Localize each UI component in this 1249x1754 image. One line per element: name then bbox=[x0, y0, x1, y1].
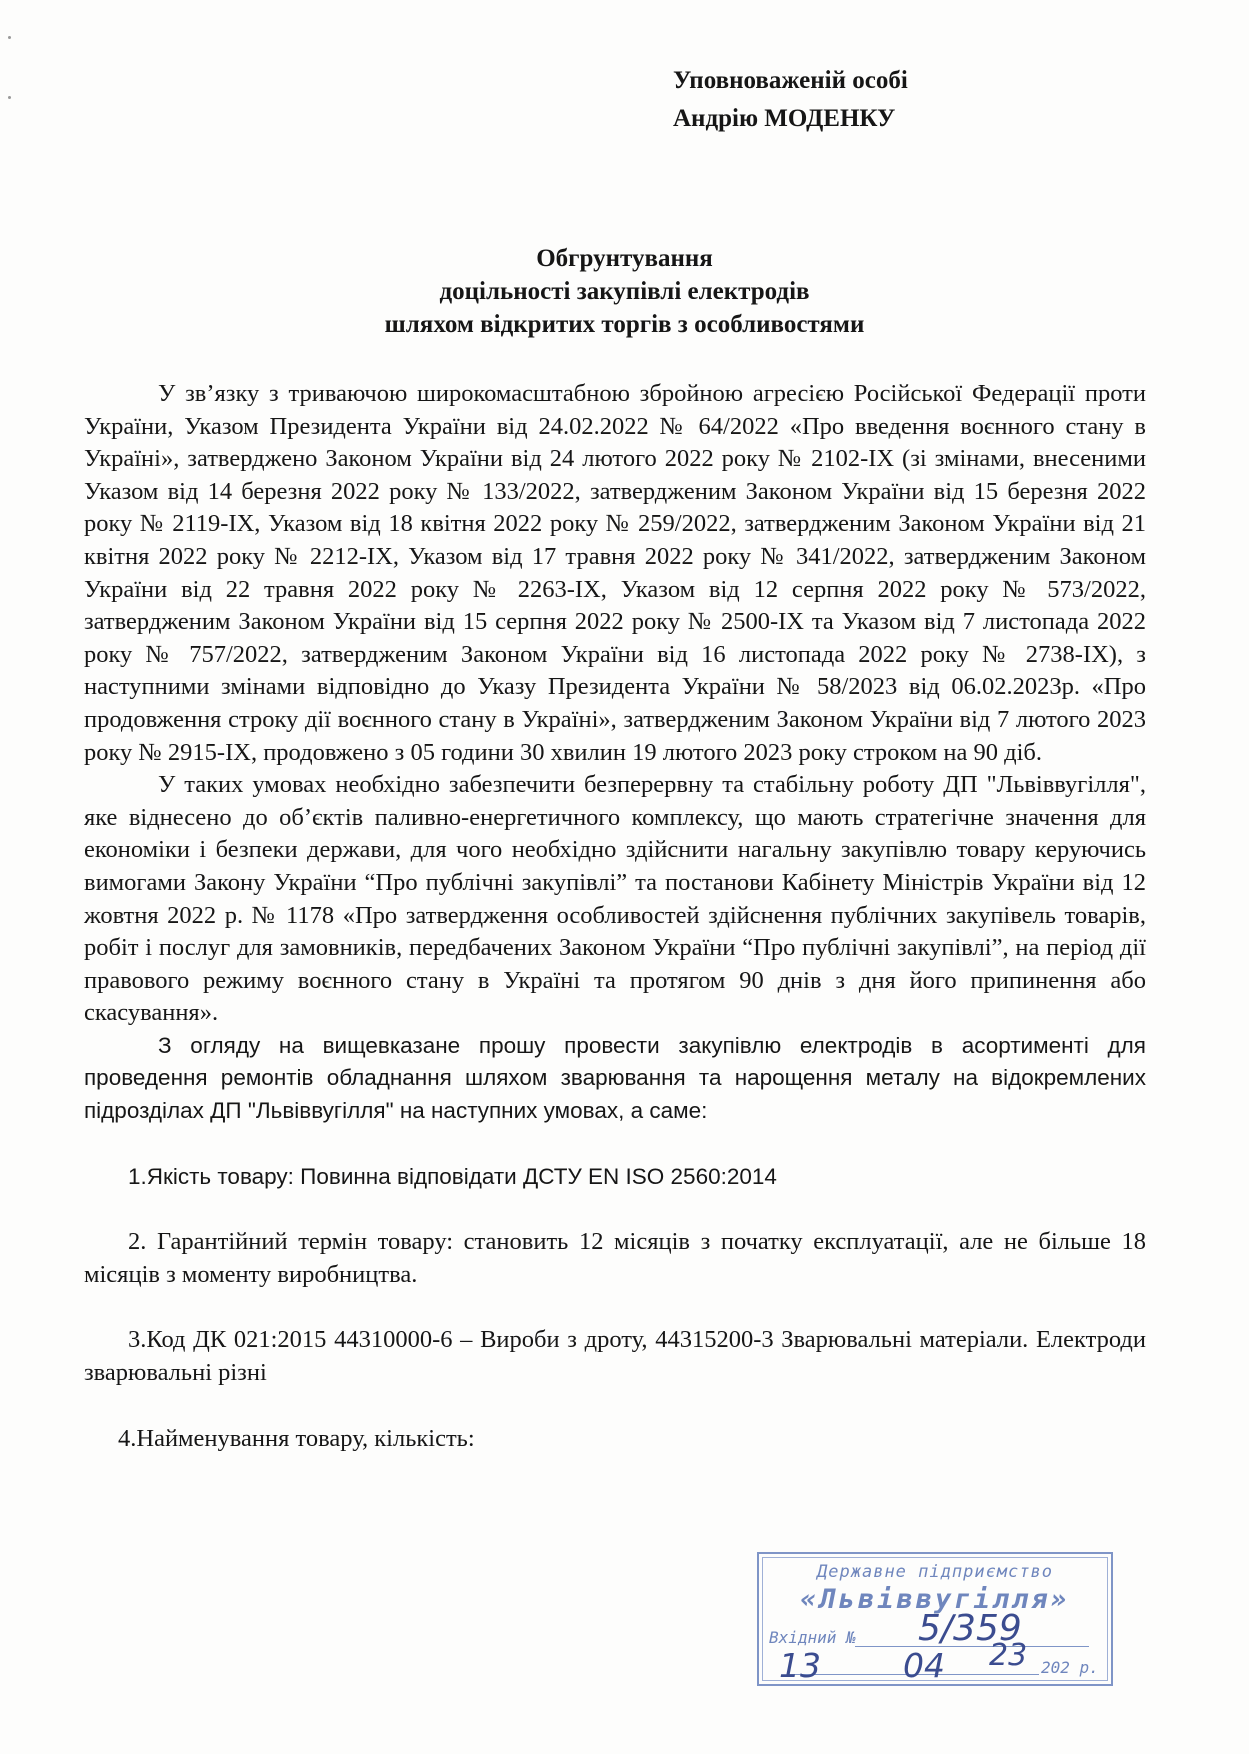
item-name-quantity: 4.Найменування товару, кількість: bbox=[118, 1424, 475, 1452]
stamp-incoming-label: Вхідний № bbox=[769, 1628, 856, 1647]
paragraph-martial-law: У зв’язку з триваючою широкомасштабною збройною агресією Російської Федерації проти України, Указом Президента України від 24.02.2022 № 64/2022 «Про введення воєнного стану в Україні», затверджено Законом України від 24 лютого 2022 року № 2102-IX (зі змінами, внесеними Указом від 14 березня 2022 року № 133/2022, затвердженим Законом України від 15 березня 2022 року № 2119-IX, Указом від 18 квітня 2022 року № 259/2022, затвердженим Законом України від 21 квітня 2022 року № 2212-IX, Указом від 17 травня 2022 року № 341/2022, затвердженим Законом України від 22 травня 2022 року № 2263-IX, Указом від 12 серпня 2022 року № 573/2022, затвердженим Законом України від 15 серпня 2022 року № 2500-IX та Указом від 7 листопада 2022 року № 757/2022, затвердженим Законом України від 16 листопада 2022 року № 2738-IX), з наступними змінами відповідно до Указу Президента України № 58/2023 від 06.02.2023р. «Про продовження строку дії воєнного стану в Україні», затвердженим Законом України від 7 лютого 2023 року № 2915-IX, продовжено з 05 години 30 хвилин 19 лютого 2023 року строком на 90 діб. bbox=[84, 380, 1146, 766]
item-warranty: 2. Гарантійний термін товару: становить 12 місяців з початку експлуатації, але не більше 18 місяців з моменту виробництва. bbox=[84, 1228, 1146, 1288]
stamp-organization: Державне підприємство bbox=[817, 1562, 1053, 1582]
stamp-handwritten-day: 13 bbox=[779, 1646, 821, 1685]
paragraph-request: З огляду на вищевказане прошу провести закупівлю електродів в асортименті для проведення ремонтів обладнання шляхом зварювання та нарощення металу на відокремлених підрозділах ДП "Львіввугілля" на наступних умовах, а саме: bbox=[84, 1032, 1146, 1124]
stamp-year-suffix: 202 р. bbox=[1041, 1658, 1099, 1677]
addressee-name: Андрію МОДЕНКУ bbox=[673, 105, 896, 132]
item-quality: 1.Якість товару: Повинна відповідати ДСТУ EN ISO 2560:2014 bbox=[128, 1163, 777, 1189]
paragraph-necessity: У таких умовах необхідно забезпечити безперервну та стабільну роботу ДП "Львіввугілля", яке віднесено до об’єктів паливно-енергетичного комплексу, що мають стратегічне значення для економіки і безпеки держави, для чого необхідно здійснити нагальну закупівлю товару керуючись вимогами Закону України “Про публічні закупівлі” та постанови Кабінету Міністрів України від 12 жовтня 2022 р. № 1178 «Про затвердження особливостей здійснення публічних закупівель товарів, робіт і послуг для замовників, передбачених Законом України “Про публічні закупівлі”, на період дії правового режиму воєнного стану в Україні та протягом 90 днів з дня його припинення або скасування». bbox=[84, 771, 1146, 1027]
addressee-block bbox=[673, 62, 908, 138]
stamp-company-name: «Львіввугілля» bbox=[800, 1584, 1070, 1615]
spacer bbox=[84, 1291, 1146, 1324]
item-code: 3.Код ДК 021:2015 44310000-6 – Вироби з дроту, 44315200-3 Зварювальні матеріали. Електроди зварювальні різні bbox=[84, 1326, 1146, 1387]
document-title bbox=[0, 242, 1249, 341]
registration-stamp bbox=[757, 1552, 1113, 1686]
stamp-handwritten-month: 04 bbox=[903, 1646, 945, 1685]
spacer bbox=[84, 1193, 1146, 1226]
spacer bbox=[84, 1390, 1146, 1423]
spacer bbox=[84, 1128, 1146, 1161]
stamp-handwritten-number: 5/359 bbox=[918, 1608, 1022, 1649]
scan-artifact bbox=[8, 36, 11, 39]
title-line-1: Обгрунтування bbox=[536, 245, 713, 272]
title-line-3: шляхом відкритих торгів з особливостями bbox=[384, 311, 865, 338]
stamp-handwritten-year: 23 bbox=[989, 1638, 1028, 1673]
title-line-2: доцільності закупівлі електродів bbox=[439, 278, 810, 305]
addressee-title: Уповноваженій особі bbox=[673, 67, 908, 94]
scan-artifact bbox=[8, 96, 11, 99]
document-body bbox=[84, 378, 1146, 1455]
